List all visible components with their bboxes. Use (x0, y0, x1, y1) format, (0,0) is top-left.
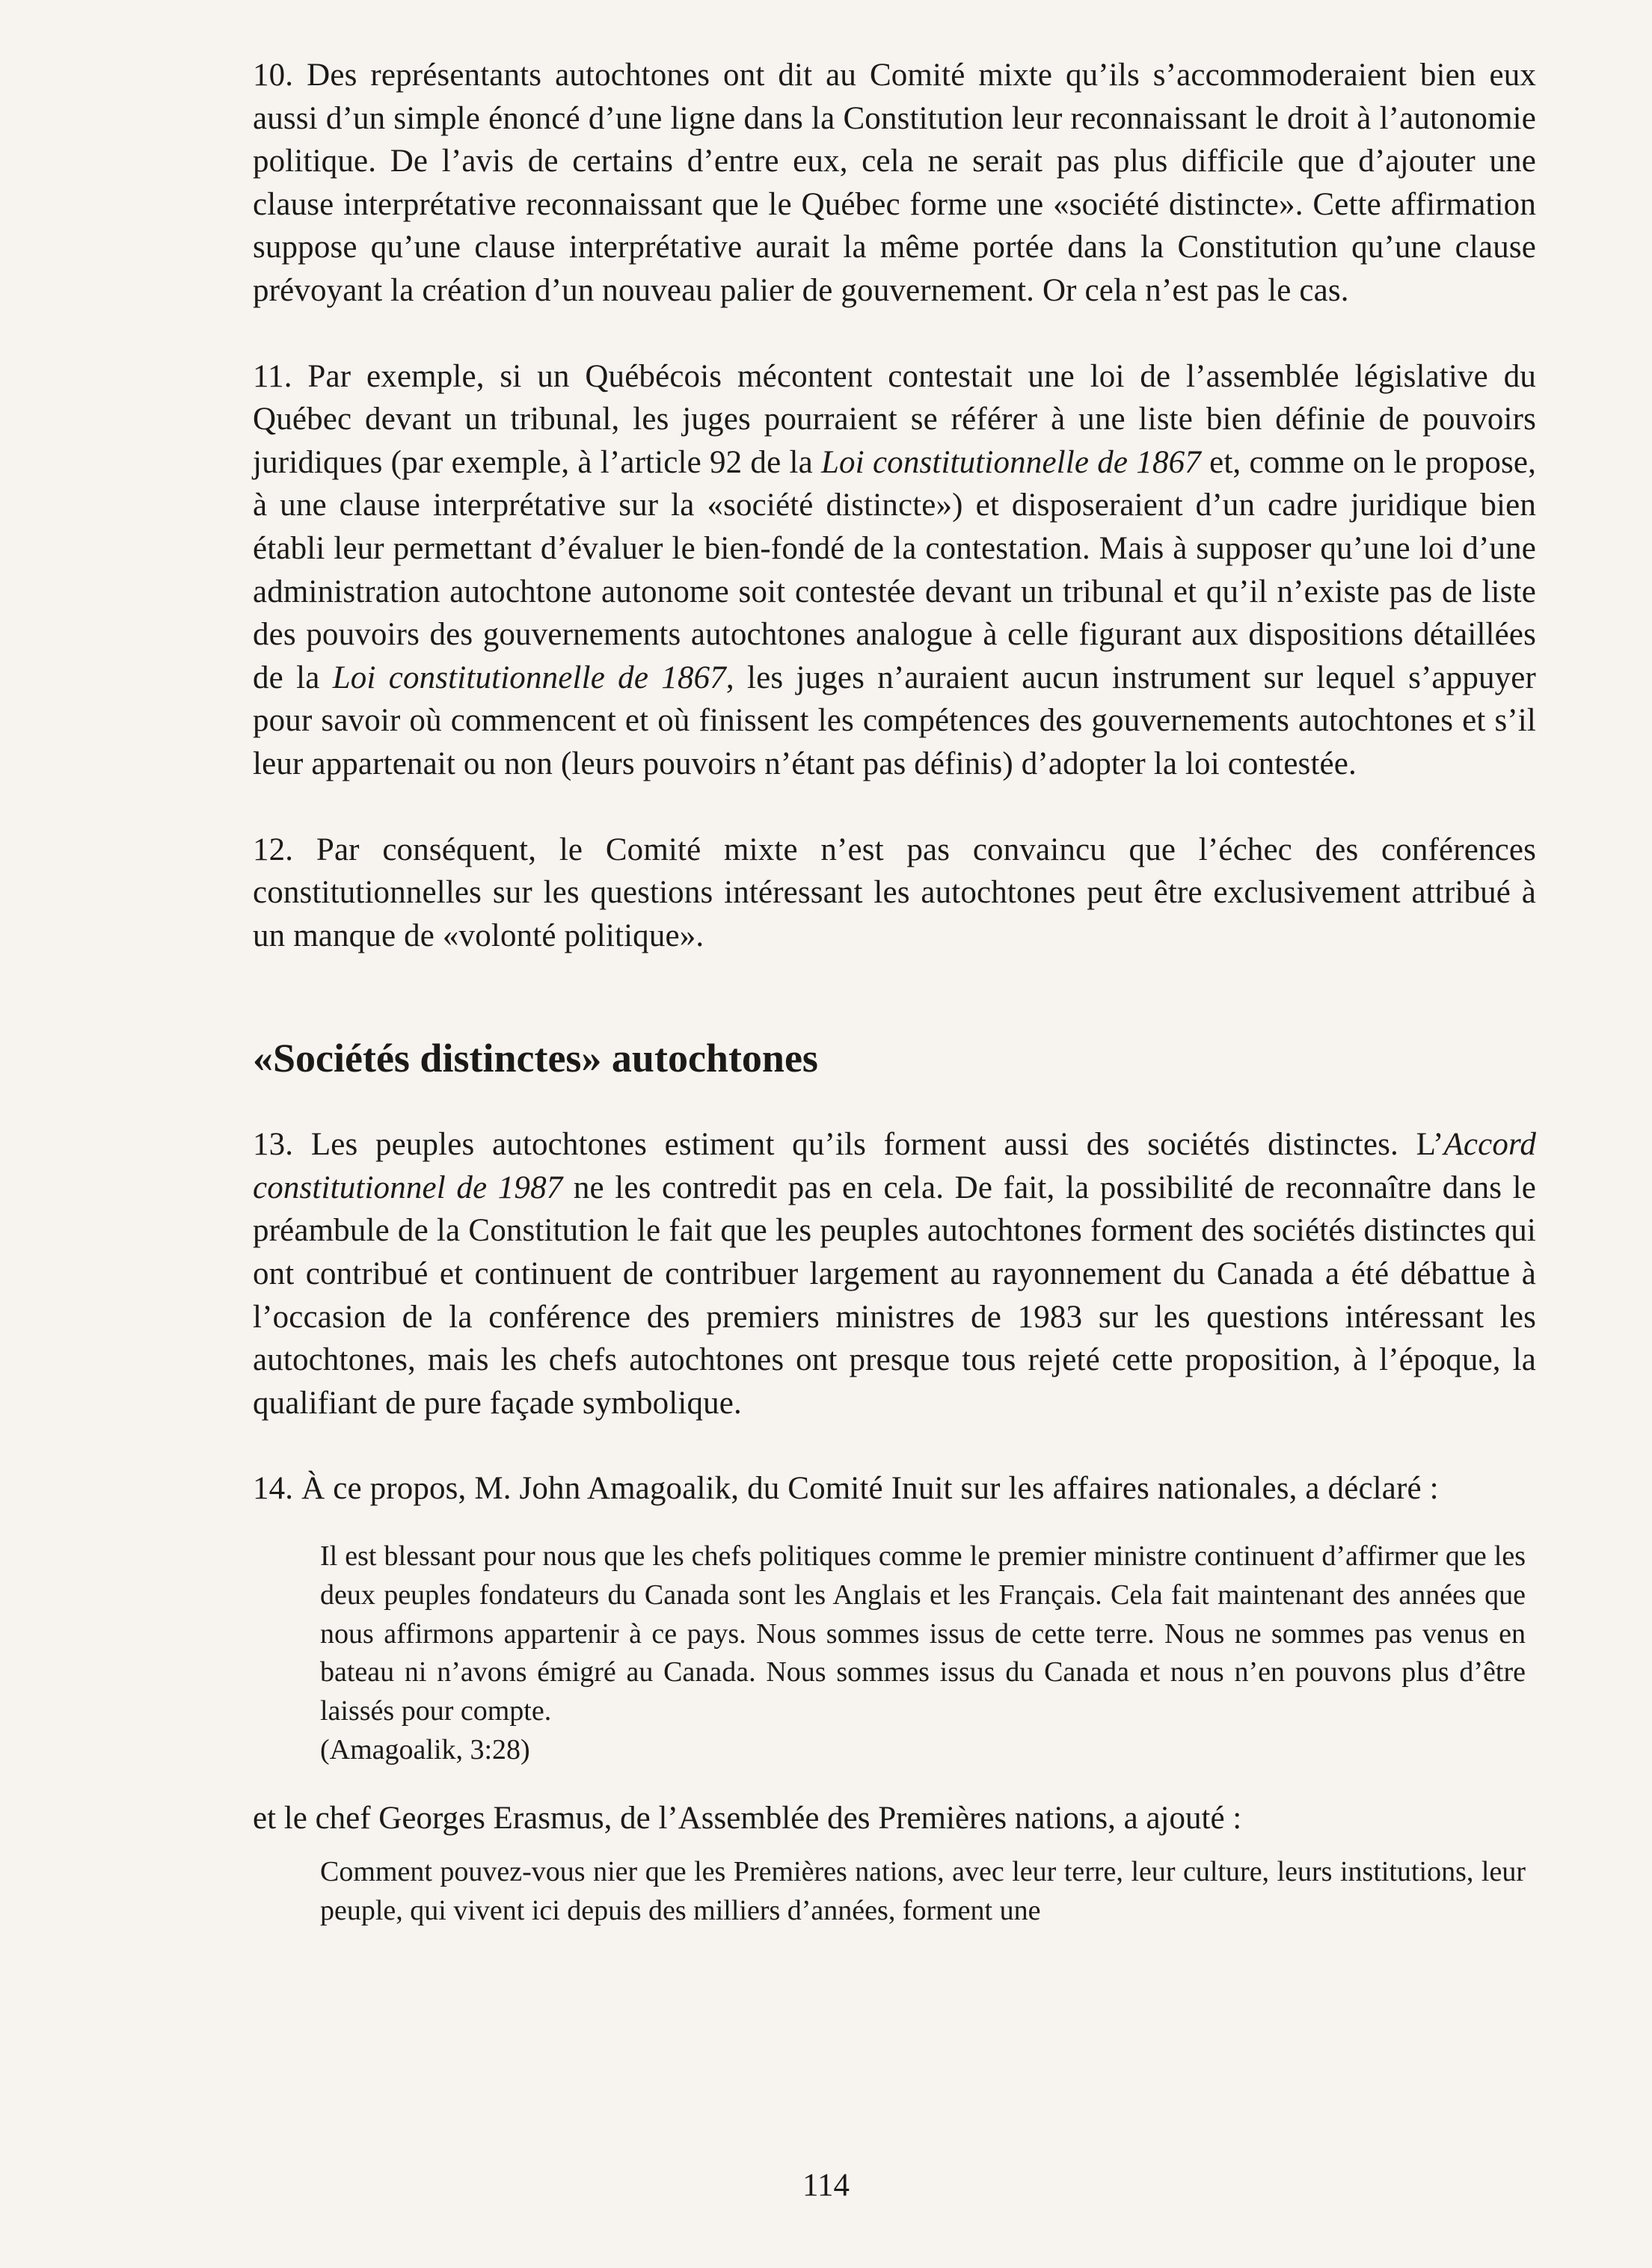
paragraph-11-part-a: 11. Par exemple, si un Québécois mécontent contestait une loi de l’assemblée législative du Québec devant un tribunal, les juges pourraient se référer à une liste bien définie de pouvoirs juridiques (par exemple, à l’article 92 de la (253, 358, 1536, 480)
paragraph-13-part-a: 13. Les peuples autochtones estiment qu’ils forment aussi des sociétés distinctes. L’ (253, 1127, 1444, 1163)
paragraph-13-part-b: ne les contredit pas en cela. De fait, la possibilité de reconnaître dans le préambule de la Constitution le fait que les peuples autochtones forment des sociétés distinctes qui ont contribué et continuent de contribuer largement au rayonnement du Canada a été débattue à l’occasion de la conférence des premiers ministres de 1983 sur les questions intéressant les autochtones, mais les chefs autochtones ont presque tous rejeté cette proposition, à l’époque, la qualifiant de pure façade symbolique. (253, 1170, 1536, 1421)
quote-citation: (Amagoalik, 3:28) (320, 1734, 530, 1766)
paragraph-12: 12. Par conséquent, le Comité mixte n’est pas convaincu que l’échec des conférences constitutionnelles sur les questions intéressant les autochtones peut être exclusivement attribué à un manque de «volonté politique». (253, 832, 1536, 953)
paragraph-11 (253, 355, 1536, 786)
accord-title-italic: Accord constitutionnel de 1987 (253, 1127, 1536, 1205)
page-number: 114 (802, 2168, 850, 2203)
paragraph-14: 14. À ce propos, M. John Amagoalik, du Comité Inuit sur les affaires nationales, a déclaré : (253, 1471, 1439, 1507)
block-quote-erasmus (320, 1853, 1526, 1931)
paragraph-11-part-c: , les juges n’auraient aucun instrument sur lequel s’appuyer pour savoir où commencent et où finissent les compétences des gouvernements autochtones et s’il leur appartenait ou non (leurs pouvoirs n’étant pas définis) d’adopter la loi contestée. (253, 660, 1536, 781)
text-column (253, 54, 1536, 1931)
block-quote-amagoalik (320, 1537, 1526, 1770)
law-title-italic: Loi constitutionnelle de 1867 (332, 660, 726, 695)
paragraph-13 (253, 1123, 1536, 1425)
paragraph-11-part-b: et, comme on le propose, à une clause interprétative sur la «société distincte») et disposeraient d’un cadre juridique bien établi leur permettant d’évaluer le bien-fondé de la contestation. Mais à supposer qu’une loi d’une administration autochtone autonome soit contestée devant un tribunal et qu’il n’existe pas de liste des pouvoirs des gouvernements autochtones analogue à celle figurant aux dispositions détaillées de la (253, 444, 1536, 695)
quote-text: Il est blessant pour nous que les chefs politiques comme le premier ministre continuent d’affirmer que les deux peuples fondateurs du Canada sont les Anglais et les Français. Cela fait maintenant des années que nous affirmons appartenir à ce pays. Nous sommes issus de cette terre. Nous ne sommes pas venus en bateau ni n’avons émigré au Canada. Nous sommes issus du Canada et nous n’en pouvons plus d’être laissés pour compte. (320, 1540, 1526, 1727)
law-title-italic: Loi constitutionnelle de 1867 (820, 444, 1201, 480)
quote-text: Comment pouvez-vous nier que les Premières nations, avec leur terre, leur culture, leurs institutions, leur peuple, qui vivent ici depuis des milliers d’années, forment une (320, 1856, 1526, 1927)
section-heading: «Sociétés distinctes» autochtones (253, 1036, 818, 1081)
paragraph-10: 10. Des représentants autochtones ont dit au Comité mixte qu’ils s’accommoderaient bien eux aussi d’un simple énoncé d’une ligne dans la Constitution leur reconnaissant le droit à l’autonomie politique. De l’avis de certains d’entre eux, cela ne serait pas plus difficile que d’ajouter une clause interprétative reconnaissant que le Québec forme une «société distincte». Cette affirmation suppose qu’une clause interprétative aurait la même portée dans la Constitution qu’une clause prévoyant la création d’un nouveau palier de gouvernement. Or cela n’est pas le cas. (253, 58, 1536, 308)
lead-in-erasmus: et le chef Georges Erasmus, de l’Assemblée des Premières nations, a ajouté : (253, 1800, 1242, 1836)
